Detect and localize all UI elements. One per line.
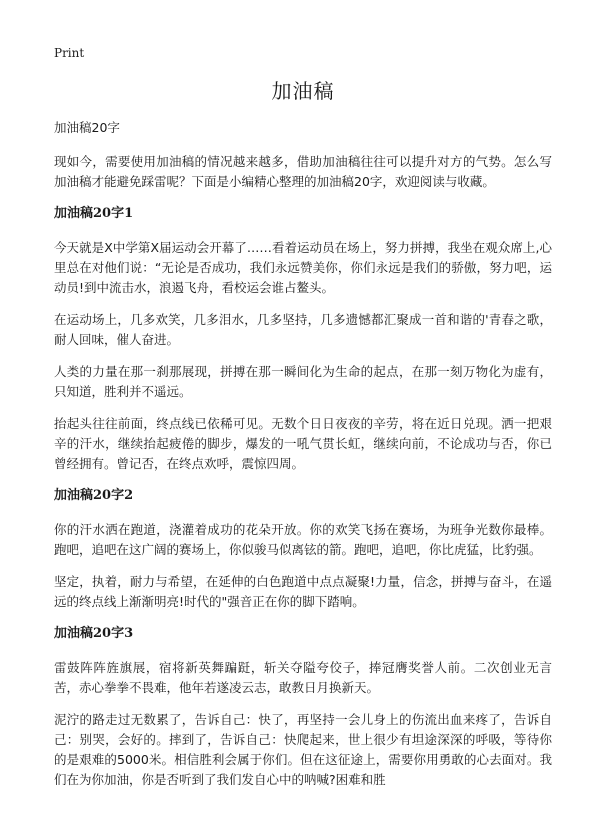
intro-paragraph: 现如今，需要使用加油稿的情况越来越多，借助加油稿往往可以提升对方的气势。怎么写加油稿才能避免踩雷呢？下面是小编精心整理的加油稿20字，欢迎阅读与收藏。 [54, 154, 552, 189]
section-2-paragraph-2: 坚定，执着，耐力与希望，在延伸的白色跑道中点点凝聚!力量，信念，拼搏与奋斗，在遥远的终点线上渐渐明亮!时代的"强音正在你的脚下踏响。 [54, 574, 552, 609]
section-3-paragraph-1: 雷鼓阵阵旌旗展，宿将新英舞蹁跹，斩关夺隘夸佼子，捧冠膺奖誉人前。二次创业无言苦，赤心拳拳不畏难，他年若遂凌云志，敢教日月换新天。 [54, 660, 552, 695]
document-subtitle: 加油稿20字 [54, 120, 120, 135]
page-title: 加油稿 [271, 79, 335, 103]
document-body [54, 76, 552, 802]
section-3-paragraph-2: 泥泞的路走过无数累了，告诉自己：快了，再坚持一会儿身上的伤流出血来疼了，告诉自己：别哭，会好的。摔到了，告诉自己：快爬起来，世上很少有坦途深深的呼吸，等待你的是艰难的5000米。相信胜利会属于你们。但在这征途上，需要你用勇敢的心去面对。我们在为你加油，你是否听到了我们发自心中的呐喊?困难和胜 [54, 712, 552, 787]
section-1-paragraph-2: 在运动场上，几多欢笑，几多泪水，几多坚持，几多遗憾都汇聚成一首和谐的'青春之歌，耐人回味，催人奋进。 [54, 312, 552, 347]
section-1-paragraph-4: 抬起头往往前面，终点线已依稀可见。无数个日日夜夜的辛劳，将在近日兑现。洒一把艰辛的汗水，继续抬起疲倦的脚步，爆发的一吼气贯长虹，继续向前，不论成功与否，你已曾经拥有。曾记否，在终点欢呼，震惊四周。 [54, 416, 552, 471]
section-2-paragraph-1: 你的汗水洒在跑道，浇灌着成功的花朵开放。你的欢笑飞扬在赛场，为班争光数你最棒。跑吧，追吧在这广阔的赛场上，你似骏马似离铉的箭。跑吧，追吧，你比虎猛，比豹强。 [54, 522, 552, 557]
section-heading-2: 加油稿20字2 [54, 488, 134, 503]
print-link[interactable]: Print [54, 46, 85, 60]
section-1-paragraph-1: 今天就是X中学第X届运动会开幕了……看着运动员在场上，努力拼搏，我坐在观众席上,心里总在对他们说：“无论是否成功，我们永远赞美你，你们永远是我们的骄傲，努力吧，运动员!到中流击水，浪遏飞舟，看校运会谁占鳌头。 [54, 240, 552, 295]
section-heading-3: 加油稿20字3 [54, 626, 134, 641]
section-1-paragraph-3: 人类的力量在那一刹那展现，拼搏在那一瞬间化为生命的起点，在那一刻万物化为虚有，只知道，胜利并不遥远。 [54, 364, 552, 399]
section-heading-1: 加油稿20字1 [54, 206, 134, 221]
